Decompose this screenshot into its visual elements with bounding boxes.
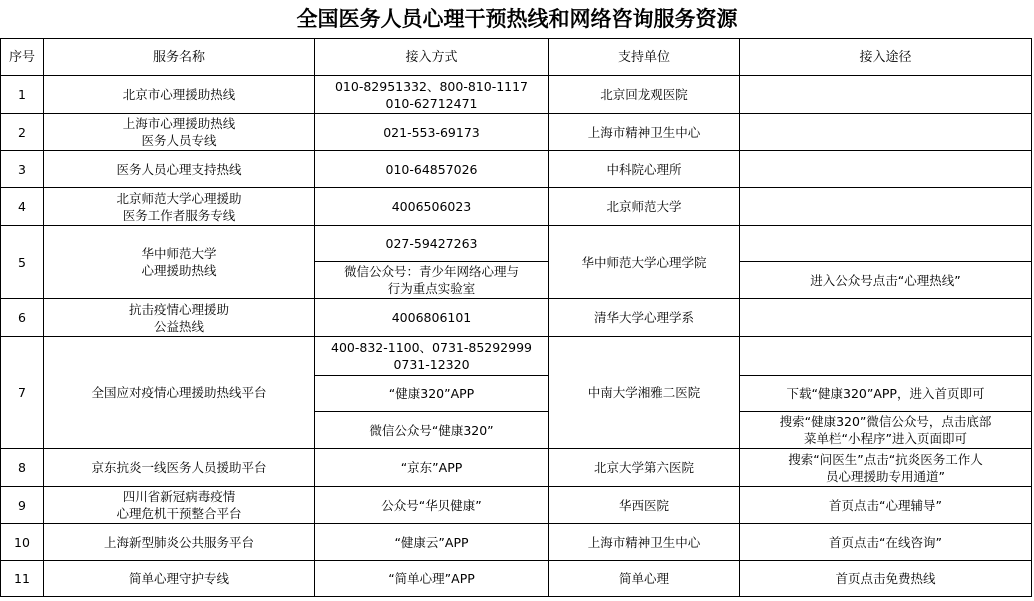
row-number: 10: [1, 524, 44, 561]
table-row: [1, 188, 1032, 226]
access-method: 400-832-1100、0731-85292999 0731-12320: [315, 337, 549, 376]
table-row: [1, 561, 1032, 597]
access-route: 首页点击“在线咨询”: [740, 524, 1032, 561]
access-route: [740, 226, 1032, 262]
row-number: 9: [1, 487, 44, 524]
support-unit: 北京回龙观医院: [549, 76, 740, 114]
support-unit: 中科院心理所: [549, 151, 740, 188]
access-method: “京东”APP: [315, 449, 549, 487]
access-route: [740, 151, 1032, 188]
header-route: 接入途径: [740, 39, 1032, 76]
row-number: 7: [1, 337, 44, 449]
access-method: 微信公众号“健康320”: [315, 412, 549, 449]
table-row: [1, 524, 1032, 561]
row-number: 3: [1, 151, 44, 188]
service-name: 京东抗炎一线医务人员援助平台: [44, 449, 315, 487]
access-route: 首页点击“心理辅导”: [740, 487, 1032, 524]
service-name: 上海市心理援助热线 医务人员专线: [44, 114, 315, 151]
access-method: 010-64857026: [315, 151, 549, 188]
access-method: 微信公众号：青少年网络心理与 行为重点实验室: [315, 262, 549, 299]
service-name: 抗击疫情心理援助 公益热线: [44, 299, 315, 337]
support-unit: 上海市精神卫生中心: [549, 114, 740, 151]
support-unit: 上海市精神卫生中心: [549, 524, 740, 561]
access-method: 010-82951332、800-810-1117 010-62712471: [315, 76, 549, 114]
support-unit: 北京大学第六医院: [549, 449, 740, 487]
row-number: 4: [1, 188, 44, 226]
service-name: 医务人员心理支持热线: [44, 151, 315, 188]
service-name: 全国应对疫情心理援助热线平台: [44, 337, 315, 449]
access-route: [740, 337, 1032, 376]
table-row: [1, 337, 1032, 376]
header-row: [1, 39, 1032, 76]
table-row: [1, 76, 1032, 114]
access-route: 搜索“问医生”点击“抗炎医务工作人 员心理援助专用通道”: [740, 449, 1032, 487]
access-route: [740, 114, 1032, 151]
row-number: 6: [1, 299, 44, 337]
access-method: “简单心理”APP: [315, 561, 549, 597]
support-unit: 清华大学心理学系: [549, 299, 740, 337]
table-row: [1, 449, 1032, 487]
access-route: [740, 76, 1032, 114]
row-number: 1: [1, 76, 44, 114]
access-method: 027-59427263: [315, 226, 549, 262]
service-name: 上海新型肺炎公共服务平台: [44, 524, 315, 561]
access-method: 4006806101: [315, 299, 549, 337]
table-row: [1, 114, 1032, 151]
access-method: “健康云”APP: [315, 524, 549, 561]
row-number: 2: [1, 114, 44, 151]
access-method: 021-553-69173: [315, 114, 549, 151]
table-row: [1, 299, 1032, 337]
header-unit: 支持单位: [549, 39, 740, 76]
table-row: [1, 151, 1032, 188]
row-number: 5: [1, 226, 44, 299]
service-name: 简单心理守护专线: [44, 561, 315, 597]
page-title: 全国医务人员心理干预热线和网络咨询服务资源: [296, 7, 738, 31]
support-unit: 中南大学湘雅二医院: [549, 337, 740, 449]
support-unit: 华西医院: [549, 487, 740, 524]
row-number: 8: [1, 449, 44, 487]
service-name: 四川省新冠病毒疫情 心理危机干预整合平台: [44, 487, 315, 524]
resource-table: [0, 38, 1032, 597]
support-unit: 华中师范大学心理学院: [549, 226, 740, 299]
access-method: 4006506023: [315, 188, 549, 226]
access-route: 搜索“健康320”微信公众号，点击底部 菜单栏“小程序”进入页面即可: [740, 412, 1032, 449]
table-row: [1, 226, 1032, 262]
header-access: 接入方式: [315, 39, 549, 76]
access-route: 下载“健康320”APP，进入首页即可: [740, 376, 1032, 412]
access-route: 进入公众号点击“心理热线”: [740, 262, 1032, 299]
support-unit: 简单心理: [549, 561, 740, 597]
header-name: 服务名称: [44, 39, 315, 76]
header-no: 序号: [1, 39, 44, 76]
support-unit: 北京师范大学: [549, 188, 740, 226]
service-name: 北京市心理援助热线: [44, 76, 315, 114]
access-route: [740, 299, 1032, 337]
table-row: [1, 487, 1032, 524]
row-number: 11: [1, 561, 44, 597]
service-name: 北京师范大学心理援助 医务工作者服务专线: [44, 188, 315, 226]
access-route: [740, 188, 1032, 226]
access-method: 公众号“华贝健康”: [315, 487, 549, 524]
access-method: “健康320”APP: [315, 376, 549, 412]
access-route: 首页点击免费热线: [740, 561, 1032, 597]
service-name: 华中师范大学 心理援助热线: [44, 226, 315, 299]
